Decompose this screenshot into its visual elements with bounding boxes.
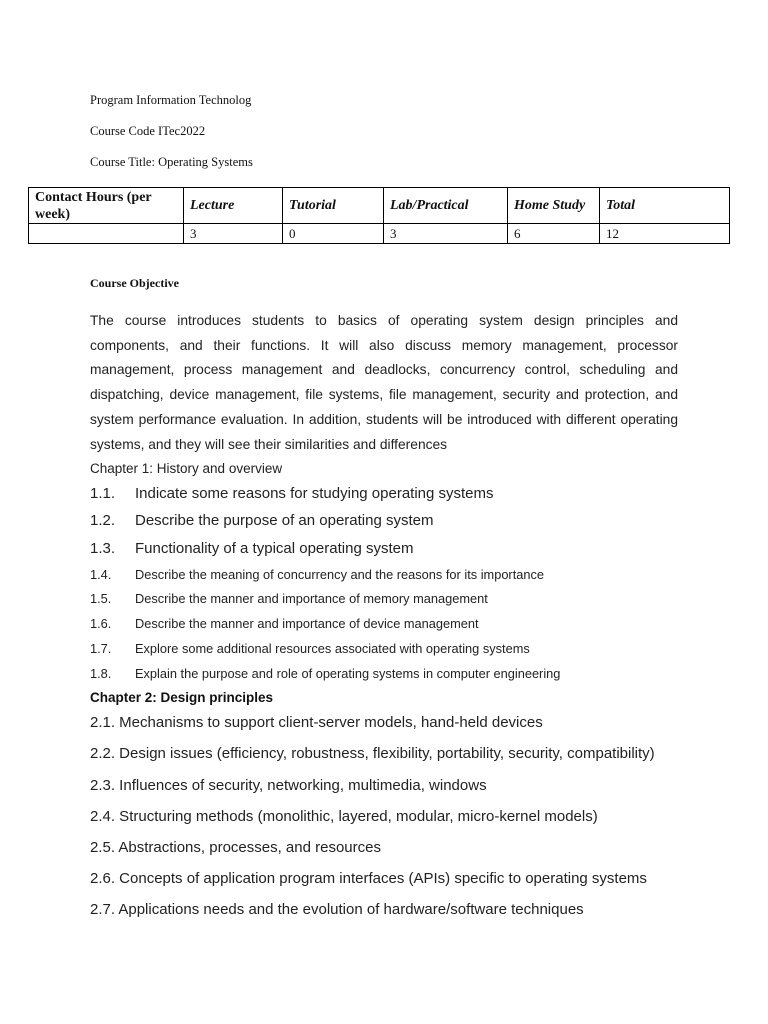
list-item-number: 1.8. xyxy=(90,666,112,681)
table-cell: 3 xyxy=(184,224,283,244)
list-item xyxy=(90,591,488,606)
table-cell: 6 xyxy=(508,224,600,244)
table-cell: 0 xyxy=(283,224,384,244)
list-item xyxy=(90,641,530,656)
list-item xyxy=(90,512,434,529)
list-item: 2.7. Applications needs and the evolution of hardware/software techniques xyxy=(90,901,584,918)
list-item xyxy=(90,666,560,681)
list-item-text: Functionality of a typical operating system xyxy=(135,540,414,557)
chapter-2-title: Chapter 2: Design principles xyxy=(90,690,274,705)
course-title-line: Course Title: Operating Systems xyxy=(90,155,253,169)
list-item: 2.6. Concepts of application program interfaces (APIs) specific to operating systems xyxy=(90,870,647,887)
list-item-text: Describe the purpose of an operating system xyxy=(135,512,434,529)
table-header-cell: Home Study xyxy=(508,188,600,224)
list-item-number: 1.6. xyxy=(90,616,112,631)
list-item: 2.1. Mechanisms to support client-server models, hand-held devices xyxy=(90,714,543,731)
list-item-number: 1.3. xyxy=(90,540,116,557)
course-code-line: Course Code ITec2022 xyxy=(90,124,206,138)
list-item-number: 1.2. xyxy=(90,512,116,529)
list-item-number: 1.1. xyxy=(90,485,116,502)
table-header-cell: Lab/Practical xyxy=(384,188,508,224)
list-item xyxy=(90,567,544,582)
table-header-cell: Total xyxy=(600,188,730,224)
list-item-number: 1.5. xyxy=(90,591,112,606)
list-item xyxy=(90,485,494,502)
table-cell: 12 xyxy=(600,224,730,244)
list-item: 2.2. Design issues (efficiency, robustness, flexibility, portability, security, compatibility) xyxy=(90,745,655,762)
table-header-row xyxy=(29,188,730,224)
list-item xyxy=(90,540,413,557)
table-header-cell: Tutorial xyxy=(283,188,384,224)
program-line: Program Information Technolog xyxy=(90,93,252,107)
chapter-1-title: Chapter 1: History and overview xyxy=(90,461,283,476)
table-header-cell: Lecture xyxy=(184,188,283,224)
objective-paragraph: The course introduces students to basics of operating system design principles and components, and their functions. It will also discuss memory management, processor management, process management and deadlocks, concurrency control, scheduling and dispatching, device management, file systems, file management, security and protection, and system performance evaluation. In addition, students will be introduced with different operating systems, and they will see their similarities and differences xyxy=(90,313,678,452)
list-item-number: 1.4. xyxy=(90,567,112,582)
contact-hours-table xyxy=(28,187,730,244)
list-item: 2.4. Structuring methods (monolithic, layered, modular, micro-kernel models) xyxy=(90,808,598,825)
list-item-text: Describe the manner and importance of device management xyxy=(135,616,479,631)
table-header-cell: Contact Hours (per week) xyxy=(29,188,184,224)
table-row xyxy=(29,224,730,244)
list-item: 2.5. Abstractions, processes, and resources xyxy=(90,839,381,856)
list-item-text: Indicate some reasons for studying operating systems xyxy=(135,485,494,502)
list-item-text: Describe the meaning of concurrency and the reasons for its importance xyxy=(135,567,545,582)
list-item: 2.3. Influences of security, networking, multimedia, windows xyxy=(90,777,487,794)
list-item-text: Explain the purpose and role of operating systems in computer engineering xyxy=(135,666,561,681)
table-cell: 3 xyxy=(384,224,508,244)
objective-heading: Course Objective xyxy=(90,276,179,290)
list-item-text: Explore some additional resources associated with operating systems xyxy=(135,641,530,656)
list-item-number: 1.7. xyxy=(90,641,112,656)
table-cell xyxy=(29,224,184,244)
list-item xyxy=(90,616,479,631)
list-item-text: Describe the manner and importance of memory management xyxy=(135,591,488,606)
